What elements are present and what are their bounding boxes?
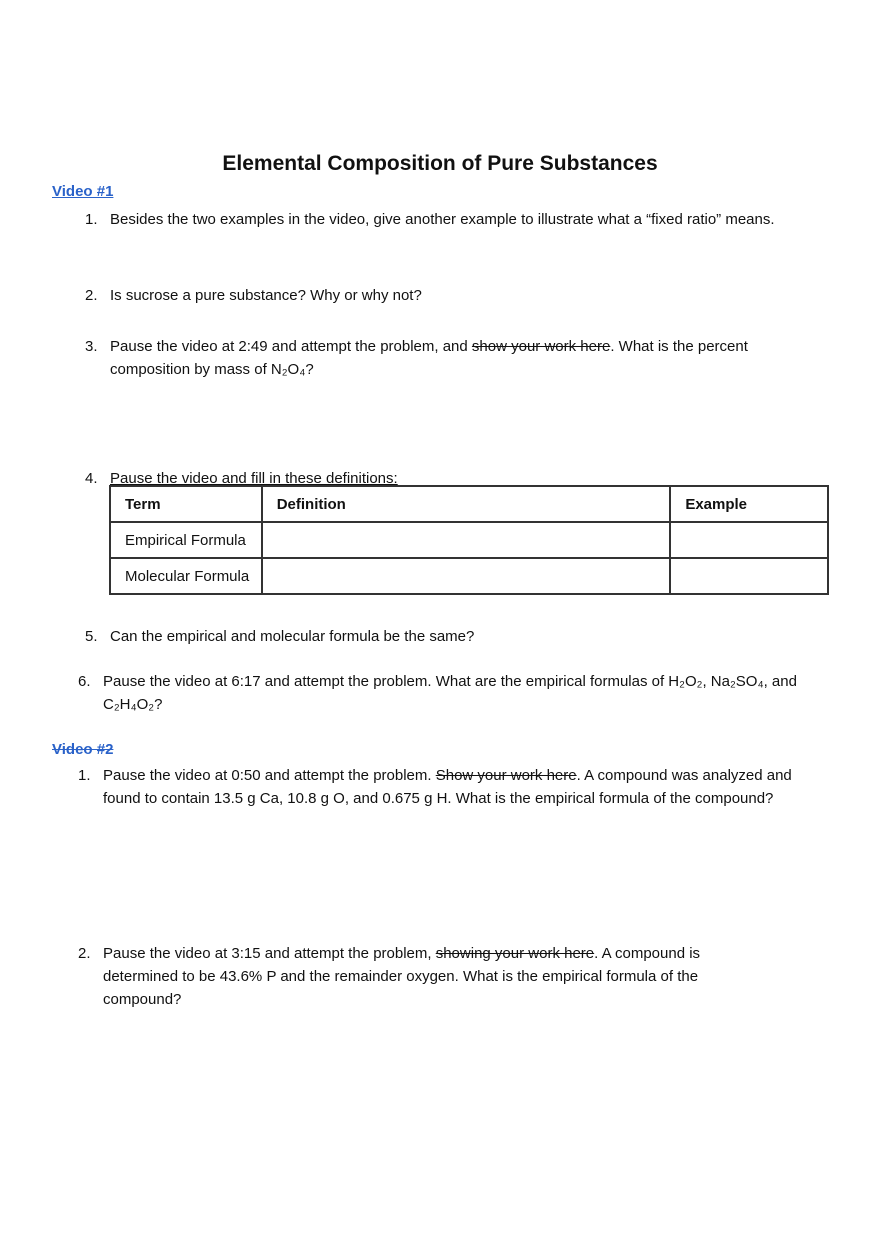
question-3 <box>85 335 825 381</box>
video-2-question-1 <box>78 764 828 810</box>
video-2-question-2 <box>78 942 778 1011</box>
page-title: Elemental Composition of Pure Substances <box>222 152 658 175</box>
question-text: Can the empirical and molecular formula be the same? <box>110 628 475 645</box>
question-text <box>110 335 825 381</box>
definition-cell[interactable] <box>262 558 671 594</box>
question-2 <box>85 284 815 307</box>
question-text <box>103 764 828 810</box>
table-row <box>110 522 828 558</box>
text-part: . A compound was analyzed and found to contain 13.5 g Ca, 10.8 g O, and 0.675 g H. What is the empirical formula of the compound? <box>103 767 792 807</box>
question-text: Besides the two examples in the video, give another example to illustrate what a “fixed ratio” means. <box>110 211 775 228</box>
question-number: 2. <box>85 287 98 304</box>
example-cell[interactable] <box>670 558 828 594</box>
question-6 <box>78 670 798 716</box>
text-part: Pause the video at 2:49 and attempt the problem, and <box>110 338 472 355</box>
struck-text: showing your work here <box>435 945 595 962</box>
text-part: . A compound is determined to be 43.6% P and the remainder oxygen. What is the empirical formula of the compound? <box>103 945 701 1008</box>
header-term: Term <box>110 486 262 522</box>
question-text: Pause the video and fill in these definitions: <box>110 470 398 487</box>
question-text: Is sucrose a pure substance? Why or why not? <box>110 287 422 304</box>
question-number: 3. <box>85 338 98 355</box>
term-cell: Empirical Formula <box>110 522 262 558</box>
header-example: Example <box>670 486 828 522</box>
header-definition: Definition <box>262 486 671 522</box>
question-number: 4. <box>85 470 98 487</box>
question-number: 1. <box>78 767 91 784</box>
video-2-heading[interactable]: Video #2 <box>52 741 114 758</box>
question-5 <box>85 625 815 648</box>
table-row <box>110 558 828 594</box>
example-cell[interactable] <box>670 522 828 558</box>
question-number: 1. <box>85 211 98 228</box>
definition-cell[interactable] <box>262 522 671 558</box>
text-part: . What is the percent composition by mass of N₂O₄? <box>110 338 748 378</box>
video-1-heading[interactable]: Video #1 <box>52 183 114 200</box>
question-number: 6. <box>78 673 91 690</box>
table-header-row <box>110 486 828 522</box>
question-text: Pause the video at 6:17 and attempt the problem. What are the empirical formulas of H₂O₂, Na₂SO₄, and C₂H₄O₂? <box>103 673 797 713</box>
term-cell: Molecular Formula <box>110 558 262 594</box>
text-part: Pause the video at 0:50 and attempt the problem. <box>103 767 436 784</box>
definitions-table <box>109 485 829 595</box>
text-part: Pause the video at 3:15 and attempt the problem, <box>103 945 436 962</box>
question-number: 2. <box>78 945 91 962</box>
question-text <box>103 942 778 1011</box>
struck-text: Show your work here <box>435 767 577 784</box>
question-number: 5. <box>85 628 98 645</box>
struck-text: show your work here <box>471 338 611 355</box>
question-1 <box>85 207 815 232</box>
